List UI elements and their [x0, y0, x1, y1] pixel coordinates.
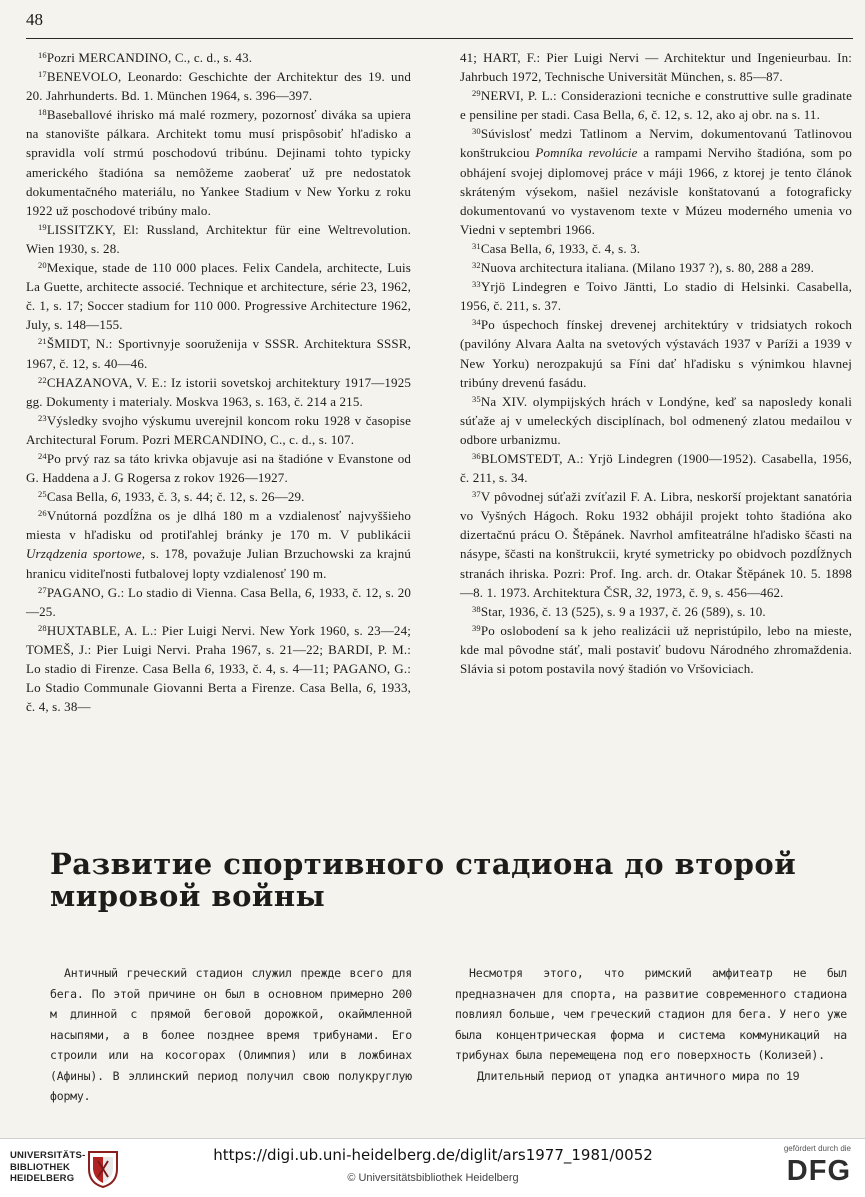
footnote-number: 38	[472, 603, 481, 614]
footnote-text: Súvislosť medzi Tatlinom a Nervim, dokumentovanú Tatlinovou konštrukciou	[460, 126, 852, 161]
footnote	[26, 105, 411, 220]
footnotes-left-column	[26, 48, 411, 716]
footnote-text: 1933, č. 4, s. 38—	[26, 680, 411, 715]
copyright-notice: © Universitätsbibliothek Heidelberg	[347, 1172, 519, 1184]
footnote	[26, 411, 411, 449]
footnote-text: PAGANO, G.: Lo stadio di Vienna. Casa Bella,	[46, 584, 305, 600]
footnote-text: 1933, č. 4, s. 4—11; PAGANO, G.: Lo Stadio Communale Giovanni Berta a Firenze. Casa Bella,	[26, 661, 411, 696]
footnote-number: 36	[472, 450, 481, 461]
footnote-text: NERVI, P. L.: Considerazioni tecniche e construttive sulle gradinate e pensiline per stadi. Casa Bella,	[460, 88, 852, 123]
footnote	[26, 583, 411, 621]
footnote-text: V pôvodnej súťaži zvíťazil F. A. Libra, neskorší projektant sanatória vo Vyšných Hágoch. Roku 1932 obhájil projekt tohto štadióna ako dizertačnú prácu O. Štěpánek. Navrhol amfiteatrálne hľadisko ščasti na násype, ščasti na konštrukcii, kryté symetricky po obidvoch pozdĺžnych stranách ihriska. Pozri: Prof. Ing. arch. dr. Otakar Štěpánek 10. 5. 1898—8. 1. 1973. Architektura ČSR,	[460, 489, 852, 600]
footnote	[460, 239, 852, 258]
footnote-text: Baseballové ihrisko má malé rozmery, pozornosť diváka sa upiera na stanovište pálkara. Architekt tomu musí prispôsobiť hľadisko a spravidla volí strmú poschodovú tribúnu. Dejinami tohto typicky amerického štadióna sa nemôžeme zaoberať už pre nedostatok dokumentačného materiálu, no Yankee Stadium v New Yorku z roku 1922 už poschodové tribúny malo.	[26, 107, 411, 218]
footnote-text: Po prvý raz sa táto krivka objavuje asi na štadióne v Evanstone od G. Haddena a J. G Rogersa z rokov 1926—1927.	[26, 450, 411, 486]
footnote	[460, 487, 852, 602]
footnote-text: 1933, č. 12, s. 20—25.	[26, 584, 412, 619]
header-rule	[26, 38, 853, 39]
footnote-text: BENEVOLO, Leonardo: Geschichte der Architektur des 19. und 20. Jahrhunderts. Bd. 1. München 1964, s. 396—397.	[26, 69, 411, 104]
footnote-text: Na XIV. olympijských hrách v Londýne, keď sa naposledy konali súťaže aj v umeleckých disciplínach, bol odmenený zlatou medailou v odbore urbanizmu.	[460, 393, 852, 447]
footnote	[460, 449, 852, 487]
footnote-number: 35	[472, 393, 481, 404]
footnote	[26, 487, 411, 506]
footnote	[460, 602, 852, 621]
footnote-number: 18	[38, 107, 47, 118]
footnote-number: 17	[38, 69, 47, 80]
footnote-text: Po úspechoch fínskej drevenej architektúry v tridsiatych rokoch (pavilóny Alvara Aalta na svetových výstavách 1937 v Paríži a 1939 v New Yorku) nerozpakujú sa Fíni dať hľadisku s výnimkou hlavnej tribúny drevenú fasádu.	[460, 317, 852, 390]
footnote-number: 24	[38, 450, 47, 461]
page-number: 48	[26, 10, 43, 29]
footnote-italic-text: 6,	[111, 489, 122, 505]
footnote-text: Po oslobodení sa k jeho realizácii už nepristúpilo, lebo na mieste, kde mal pôvodne stáť, mali postaviť budovu Národného zhromaždenia. Slávia si potom postavila nový štadión vo Vršoviciach.	[460, 622, 852, 676]
footnote-text: Výsledky svojho výskumu uverejnil koncom roku 1928 v časopise Architectural Forum. Pozri MERCANDINO, C., c. d., s. 107.	[26, 412, 411, 447]
footnote-number: 21	[38, 336, 47, 347]
footnote-number: 26	[38, 508, 47, 519]
summary-paragraph: Несмотря этого, что римский амфитеатр не был предназначен для спорта, на развитие современного стадиона повлиял больше, чем греческий стадион для бега. У него уже была концентрическая форма и система коммуникаций на трибунах была перемещена под его поверхность (Колизей).	[455, 966, 847, 1062]
footnote-text: LISSITZKY, El: Russland, Architektur für eine Weltrevolution. Wien 1930, s. 28.	[26, 221, 411, 256]
footnotes-right-column	[460, 48, 852, 678]
footnote	[26, 220, 411, 258]
footnote-italic-text: 6,	[545, 240, 556, 256]
footnote-text: Casa Bella,	[480, 240, 546, 256]
footnote	[26, 48, 411, 67]
footnote-italic-text: 6,	[305, 584, 316, 600]
footnote-text: č. 12, s. 12, ako aj obr. na s. 11.	[647, 107, 820, 123]
footnote-number: 27	[38, 584, 47, 595]
footnote-italic-text: 6,	[366, 680, 377, 696]
footnote-number: 22	[38, 374, 47, 385]
footnote-text: 41; HART, F.: Pier Luigi Nervi — Architektur und Ingenieurbau. In: Jahrbuch 1972, Technische Universität München, s. 85—87.	[460, 50, 852, 85]
footnote-text: a rampami Nerviho štadióna, som po obhájení svojej diplomovej práce v máji 1966, z ktorej je tento článok skráteným výsekom, našiel nezávisle konštatovanú a fotograficky dokumentovanú vo vystavenom texte v Múzeu moderného umenia vo Viedni v septembri 1966.	[460, 145, 852, 237]
footnote-number: 23	[38, 412, 47, 423]
footnote	[460, 392, 852, 449]
university-logo[interactable]: UNIVERSITÄTS-BIBLIOTHEK HEIDELBERG	[10, 1150, 86, 1184]
footnote	[26, 449, 411, 487]
footnote	[460, 621, 852, 678]
footnote-number: 32	[472, 260, 481, 271]
footnote-text: 1973, č. 9, s. 456—462.	[652, 584, 784, 600]
footer-bar	[0, 1138, 865, 1197]
footnote-number: 33	[472, 279, 481, 290]
footnote	[460, 48, 852, 86]
footnote-number: 34	[472, 317, 481, 328]
footnote-number: 28	[38, 622, 47, 633]
footnote-italic-text: 6,	[204, 661, 215, 676]
summary-heading: Развитие спортивного стадиона до второй мировой войны	[50, 847, 797, 913]
footnote-number: 19	[38, 221, 47, 232]
footnote	[26, 334, 411, 372]
footnote-text: Pozri MERCANDINO, C., c. d., s. 43.	[46, 50, 253, 65]
footnote	[26, 67, 411, 105]
summary-paragraph-text: Длительный период от упадка античного мира по	[477, 1068, 780, 1083]
summary-left-column	[50, 963, 412, 1107]
summary-right-column	[455, 963, 847, 1086]
footnote-number: 37	[472, 489, 481, 500]
footnote-text: BLOMSTEDT, A.: Yrjö Lindegren (1900—1952). Casabella, 1956, č. 211, s. 34.	[460, 450, 852, 486]
document-url-link[interactable]: https://digi.ub.uni-heidelberg.de/diglit/ars1977_1981/0052	[213, 1146, 653, 1164]
footnote-text: Casa Bella,	[46, 489, 112, 505]
footnote-text: Star, 1936, č. 13 (525), s. 9 a 1937, č. 26 (589), s. 10.	[480, 603, 766, 619]
footnote-text: Mexique, stade de 110 000 places. Felix Candela, architecte, Luis La Guette, architecte associé. Technique et architecture, série 23, 1962, č. 1, s. 17; Soccer stadium for 110 000. Progressive Architecture 1962, July, s. 148—155.	[26, 260, 411, 333]
footnote-number: 30	[472, 126, 481, 137]
footnote-italic-text: 32,	[635, 584, 653, 600]
heidelberg-crest-icon	[86, 1149, 120, 1189]
page-reference: 19	[786, 1068, 800, 1083]
footnote-italic-text: 6,	[637, 107, 648, 123]
footnote-text: s. 178, považuje Julian Brzuchowski za krajnú hranicu viditeľnosti futbalovej lopty vzdialenosť 190 m.	[26, 546, 411, 581]
footnote	[460, 258, 852, 277]
footnote-text: Nuova architectura italiana. (Milano 1937 ?), s. 80, 288 a 289.	[480, 260, 815, 276]
summary-paragraph	[455, 1066, 847, 1087]
summary-paragraph: Античный греческий стадион служил прежде всего для бега. По этой причине он был в основном примерно 200 м длинной с прямой беговой дорожкой, окаймленной насыпями, а в более позднее время трибунами. Его строили или на косогорах (Олимпия) или в ложбинах (Афины). В эллинский период получил свою полукруглую форму.	[50, 966, 412, 1103]
footnote	[26, 506, 411, 582]
footnote	[26, 373, 411, 411]
footnote-text: ŠMIDT, N.: Sportivnyje sooruženija v SSSR. Architektura SSSR, 1967, č. 12, s. 40—46.	[26, 336, 411, 371]
footnote-text: Vnútorná pozdĺžna os je dlhá 180 m a vzdialenosť najvyššieho miesta v hľadisku od protiľahlej bránky je 170 m. V publikácii	[26, 508, 411, 543]
footnote-text: CHAZANOVA, V. E.: Iz istorii sovetskoj architektury 1917—1925 gg. Dokumenty i materialy. Moskva 1963, s. 163, č. 214 a 215.	[26, 374, 411, 409]
footnote-text: HUXTABLE, A. L.: Pier Luigi Nervi. New York 1960, s. 23—24; TOMEŠ, J.: Pier Luigi Nervi. Praha 1967, s. 21—22; BARDI, P. M.: Lo stadio di Firenze. Casa Bella	[26, 622, 411, 676]
footnote-number: 39	[472, 622, 481, 633]
footnote-number: 20	[38, 260, 47, 271]
footnote	[460, 124, 852, 239]
footnote-text: 1933, č. 4, s. 3.	[555, 240, 641, 256]
footnote	[26, 621, 411, 716]
footnote-number: 31	[472, 240, 481, 251]
footnote-text: Yrjö Lindegren e Toivo Jäntti, Lo stadio di Helsinki. Casabella, 1956, č. 211, s. 37.	[460, 279, 852, 314]
dfg-logo[interactable]: DFG	[786, 1155, 851, 1187]
funded-by-label: gefördert durch die	[783, 1144, 851, 1153]
footnote-text: 1933, č. 3, s. 44; č. 12, s. 26—29.	[121, 489, 305, 505]
footnote-number: 16	[38, 50, 47, 60]
footnote	[460, 315, 852, 391]
footnote	[460, 86, 852, 124]
footnote-italic-text: Pomníka revolúcie	[535, 145, 638, 161]
footnote	[26, 258, 411, 334]
footnote	[460, 277, 852, 315]
footnote-number: 25	[38, 489, 47, 500]
footnote-italic-text: Urządzenia sportowe,	[26, 546, 146, 562]
footnote-number: 29	[472, 88, 481, 99]
